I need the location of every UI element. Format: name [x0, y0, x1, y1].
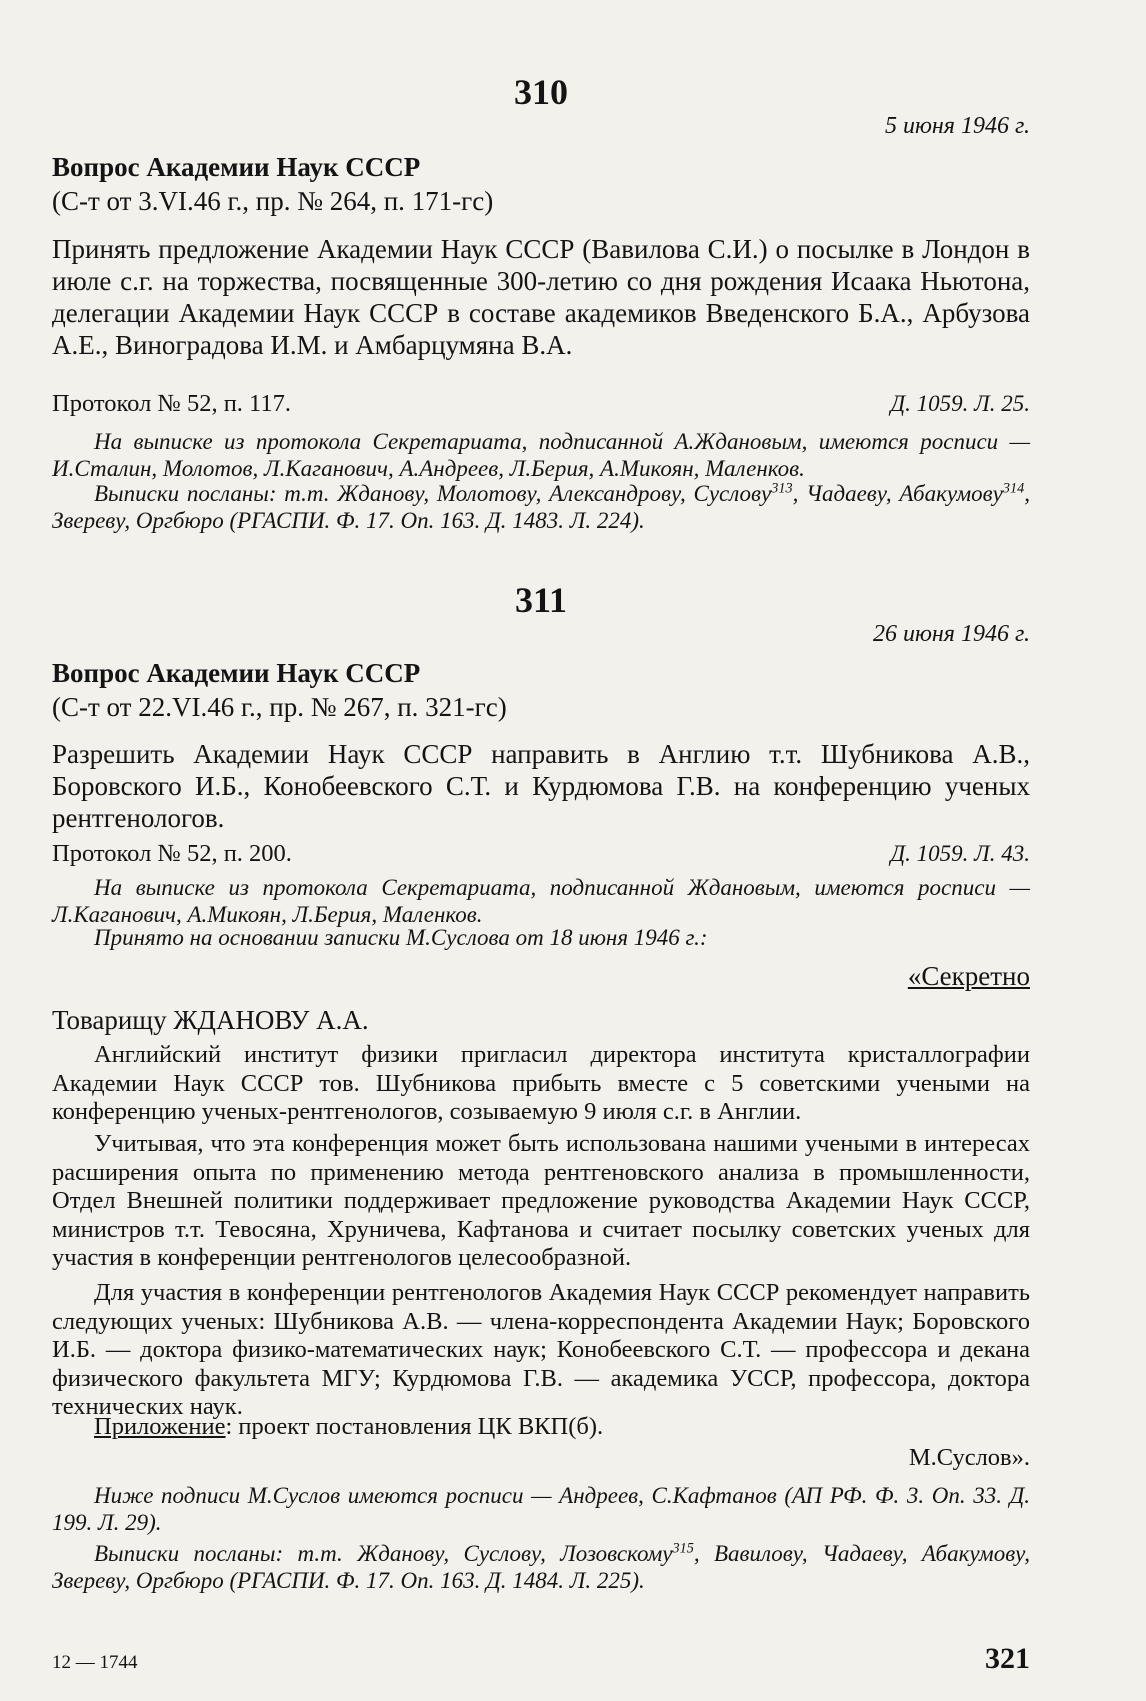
page-footer — [52, 1642, 1030, 1676]
appendix-label: Приложение — [94, 1413, 226, 1440]
protocol-ref-310: Протокол № 52, п. 117. — [52, 390, 292, 417]
decision-text-311: Разрешить Академии Наук СССР направить в Англию т.т. Шубникова А.В., Боровского И.Б., Конобеевского С.Т. и Курдюмова Г.В. на конференцию ученых рентгенологов. — [52, 739, 1030, 833]
appendix-line — [52, 1413, 1030, 1442]
document-date-311: 26 июня 1946 г. — [872, 621, 1030, 647]
basis-note-311: Принято на основании записки М.Суслова от 18 июня 1946 г.: — [94, 925, 708, 950]
document-date-310: 5 июня 1946 г. — [884, 113, 1030, 139]
protocol-line-310 — [52, 390, 1030, 419]
protocol-line-311 — [52, 840, 1030, 869]
addressee: Товарищу ЖДАНОВУ А.А. — [52, 1005, 369, 1035]
document-title-310: Вопрос Академии Наук СССР — [52, 152, 421, 182]
appendix-text: : проект постановления ЦК ВКП(б). — [225, 1413, 604, 1440]
memo-paragraph-2: Учитывая, что эта конференция может быть использована нашими учеными в интересах расширения опыта по применению метода рентгеновского анализа в промышленности, Отдел Внешней политики поддерживает предложение руководства Академии Наук СССР, министров т.т. Тевосяна, Хруничева, Кафтанова и считает посылку советских ученых для участия в конференции рентгенологов целесообразной. — [52, 1130, 1030, 1271]
footnote-315: 315 — [672, 1540, 694, 1557]
distribution-note-310: Выписки посланы: т.т. Жданову, Молотову, Александрову, Суслову$^{313}$, Чадаеву, Абакумову$^{314}$, Звереву, Оргбюро (РГАСПИ. Ф. 17. Оп. 163. Д. 1483. Л. 224). — [52, 480, 1030, 533]
signatures-note-311: На выписке из протокола Секретариата, подписанной Ждановым, имеются росписи — Л.Каганович, А.Микоян, Л.Берия, Маленков. — [52, 875, 1030, 927]
archive-ref-311: Д. 1059. Л. 43. — [890, 841, 1030, 866]
document-page — [52, 0, 1030, 1701]
document-reference-310: (С-т от 3.VI.46 г., пр. № 264, п. 171-гс) — [52, 186, 494, 216]
document-title-311: Вопрос Академии Наук СССР — [52, 658, 421, 688]
signature-mark: 12 — 1744 — [52, 1652, 138, 1673]
memo-signature: М.Суслов». — [908, 1444, 1030, 1471]
memo-paragraph-3: Для участия в конференции рентгенологов Академия Наук СССР рекомендует направить следующих ученых: Шубникова А.В. — члена-корреспондента Академии Наук; Боровского И.Б. — доктора физико-математических наук; Конобеевского С.Т. — профессора и декана физического факультета МГУ; Курдюмова Г.В. — академика УССР, профессора, доктора технических наук. — [52, 1279, 1030, 1420]
document-reference-311: (С-т от 22.VI.46 г., пр. № 267, п. 321-гс) — [52, 692, 507, 722]
protocol-ref-311: Протокол № 52, п. 200. — [52, 840, 292, 867]
secret-stamp: «Секретно — [907, 961, 1030, 991]
decision-text-310: Принять предложение Академии Наук СССР (Вавилова С.И.) о посылке в Лондон в июле с.г. на торжества, посвященные 300-летию со дня рождения Исаака Ньютона, делегации Академии Наук СССР в составе академиков Введенского Б.А., Арбузова А.Е., Виноградова И.М. и Амбарцумяна В.А. — [52, 234, 1030, 360]
distribution-note-311: Выписки посланы: т.т. Жданову, Суслову, Лозовскому$^{315}$, Вавилову, Чадаеву, Абакумову, Звереву, Оргбюро (РГАСПИ. Ф. 17. Оп. 163. Д. 1484. Л. 225). — [52, 1540, 1030, 1593]
under-signature-note: Ниже подписи М.Суслов имеются росписи — Андреев, С.Кафтанов (АП РФ. Ф. 3. Оп. 33. Д. 199. Л. 29). — [52, 1483, 1030, 1535]
archive-ref-310: Д. 1059. Л. 25. — [890, 391, 1030, 416]
signatures-note-310: На выписке из протокола Секретариата, подписанной А.Ждановым, имеются росписи — И.Сталин, Молотов, Л.Каганович, А.Андреев, Л.Берия, А.Микоян, Маленков. — [52, 429, 1030, 481]
page-number: 321 — [985, 1642, 1030, 1675]
document-number-311: 311 — [514, 580, 567, 620]
footnote-314: 314 — [1002, 480, 1025, 497]
footnote-313: 313 — [771, 480, 793, 497]
document-number-310: 310 — [514, 72, 568, 112]
memo-paragraph-1: Английский институт физики пригласил директора института кристаллографии Академии Наук СССР тов. Шубникова прибыть вместе с 5 советскими учеными на конференцию ученых-рентгенологов, созываемую 9 июля с.г. в Англии. — [52, 1041, 1030, 1125]
